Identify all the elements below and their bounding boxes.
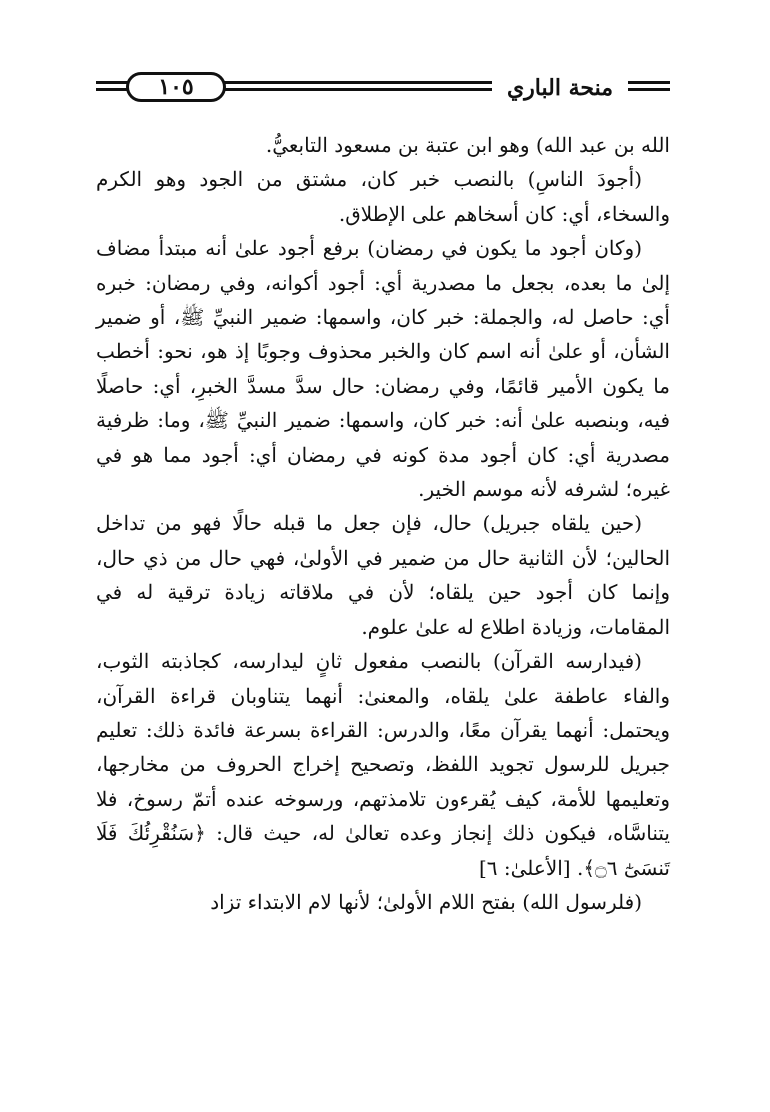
paragraph: (فلرسول الله) بفتح اللام الأولىٰ؛ لأنها لام الابتداء تزاد [210,889,642,914]
paragraph: (حين يلقاه جبريل) حال، فإن جعل ما قبله حالًا فهو من تداخل الحالين؛ لأن الثانية حال من ضمير في الأولىٰ، فهي حال من ذي حال، وإنما كان أجود حين يلقاه؛ لأن في ملاقاته زيادة ترقية له في المقامات، وزيادة اطلاع له علىٰ علوم. [96,511,670,639]
header-rule-middle [224,81,492,91]
book-title: منحة الباري [506,75,614,101]
paragraph: (وكان أجود ما يكون في رمضان) برفع أجود علىٰ أنه مبتدأ مضاف إلىٰ ما بعده، بجعل ما مصدرية أي: أجود أكوانه، وفي رمضان: خبره أي: حاصل له، والجملة: خبر كان، واسمها: ضمير النبيِّ ﷺ، أو ضمير الشأن، أو علىٰ أنه اسم كان والخبر محذوف وجوبًا إذ هو، نحو: أخطب ما يكون الأمير قائمًا، وفي رمضان: حال سدَّ مسدَّ الخبرِ، أي: حاصلًا فيه، وبنصبه علىٰ أنه: خبر كان، واسمها: ضمير النبيِّ ﷺ، وما: ظرفية مصدرية أي: كان أجود مدة كونه في رمضان أي: أجود مما هو في غيره؛ لشرفه لأنه موسم الخير. [96,236,670,502]
page-body [96,128,670,919]
paragraph: الله بن عبد الله) وهو ابن عتبة بن مسعود التابعيُّ. [265,133,670,157]
paragraph: (أجودَ الناسِ) بالنصب خبر كان، مشتق من الجود وهو الكرم والسخاء، أي: كان أسخاهم على الإطلاق. [96,167,670,226]
paragraph: (فيدارسه القرآن) بالنصب مفعول ثانٍ ليدارسه، كجاذبته الثوب، والفاء عاطفة علىٰ يلقاه، والمعنىٰ: أنهما يتناوبان قراءة القرآن، ويحتمل: أنهما يقرآن معًا، والدرس: القراءة بسرعة فائدة ذلك: تعليم جبريل للرسول تجويد اللفظ، وتصحيح إخراج الحروف من مخارجها، وتعليمها للأمة، كيف يُقرءون تلامذتهم، ورسوخه عنده أتمّ رسوخ، فلا يتناسَّاه، فيكون ذلك إنجاز وعده تعالىٰ له، حيث قال: ﴿سَنُقْرِئُكَ فَلَا تَنسَىٰٓ ۝٦﴾. [الأعلىٰ: ٦] [96,649,670,880]
header-rule-right [628,81,670,91]
page-header [96,60,670,116]
page-number: ١٠٥ [126,72,226,102]
